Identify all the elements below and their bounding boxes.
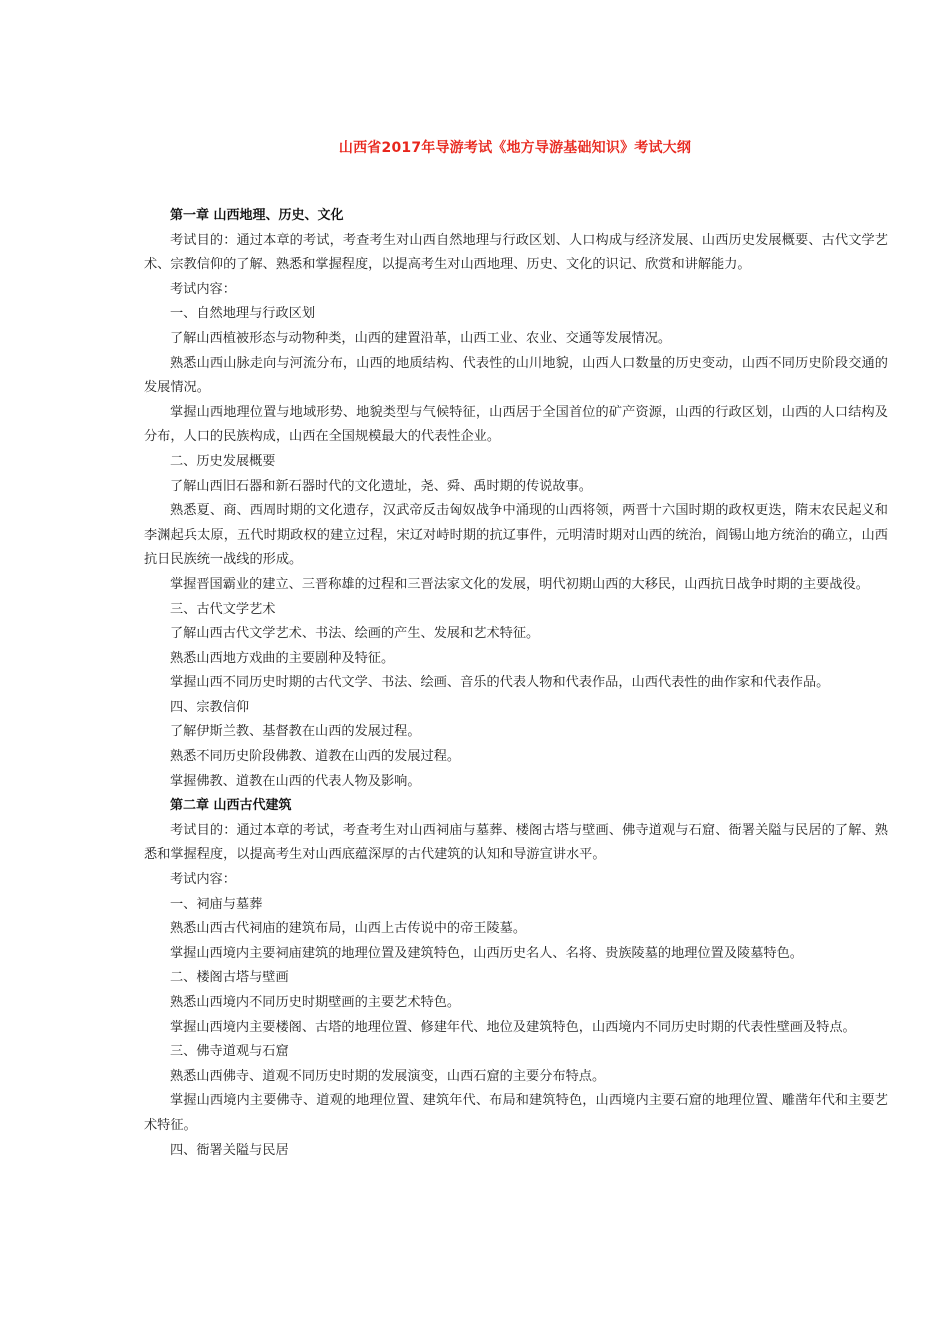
body-paragraph: 考试目的：通过本章的考试，考查考生对山西祠庙与墓葬、楼阁古塔与壁画、佛寺道观与石窟、衙署关隘与民居的了解、熟悉和掌握程度，以提高考生对山西底蕴深厚的古代建筑的认知和导游宣讲水平。 — [144, 822, 888, 863]
body-paragraph: 熟悉山西境内不同历史时期壁画的主要艺术特色。 — [170, 995, 461, 1010]
body-paragraph: 熟悉山西古代祠庙的建筑布局，山西上古传说中的帝王陵墓。 — [170, 921, 527, 937]
body-paragraph: 熟悉夏、商、西周时期的文化遗存，汉武帝反击匈奴战争中涌现的山西将领，两晋十六国时期的政权更迭，隋末农民起义和李渊起兵太原，五代时期政权的建立过程，宋辽对峙时期的抗辽事件，元明清时期对山西的统治，阎锡山地方统治的确立，山西抗日民族统一战线的形成。 — [144, 503, 888, 568]
body-paragraph: 二、楼阁古塔与壁画 — [170, 970, 289, 986]
body-paragraph: 三、佛寺道观与石窟 — [170, 1044, 289, 1060]
body-paragraph: 掌握晋国霸业的建立、三晋称雄的过程和三晋法家文化的发展，明代初期山西的大移民，山西抗日战争时期的主要战役。 — [170, 576, 869, 592]
body-paragraph: 熟悉山西佛寺、道观不同历史时期的发展演变，山西石窟的主要分布特点。 — [170, 1068, 606, 1084]
body-paragraph: 了解山西旧石器和新石器时代的文化遗址，尧、舜、禹时期的传说故事。 — [170, 478, 592, 494]
body-paragraph: 掌握山西境内主要祠庙建筑的地理位置及建筑特色，山西历史名人、名将、贵族陵墓的地理位置及陵墓特色。 — [170, 945, 803, 961]
body-paragraph: 掌握山西地理位置与地域形势、地貌类型与气候特征，山西居于全国首位的矿产资源，山西的行政区划，山西的人口结构及分布，人口的民族构成，山西在全国规模最大的代表性企业。 — [144, 404, 888, 445]
body-paragraph: 二、历史发展概要 — [170, 453, 276, 469]
document-body — [144, 204, 888, 1163]
chapter-heading: 第一章 山西地理、历史、文化 — [170, 208, 344, 223]
body-paragraph: 一、自然地理与行政区划 — [170, 306, 316, 322]
body-paragraph: 熟悉山西地方戏曲的主要剧种及特征。 — [170, 650, 395, 666]
body-paragraph: 四、衙署关隘与民居 — [170, 1142, 289, 1158]
body-paragraph: 一、祠庙与墓葬 — [170, 896, 263, 912]
body-paragraph: 考试目的：通过本章的考试，考查考生对山西自然地理与行政区划、人口构成与经济发展、山西历史发展概要、古代文学艺术、宗教信仰的了解、熟悉和掌握程度，以提高考生对山西地理、历史、文化的识记、欣赏和讲解能力。 — [144, 232, 888, 273]
body-paragraph: 掌握佛教、道教在山西的代表人物及影响。 — [170, 773, 421, 789]
body-paragraph: 了解山西植被形态与动物种类，山西的建置沿革，山西工业、农业、交通等发展情况。 — [170, 330, 672, 346]
body-paragraph: 四、宗教信仰 — [170, 699, 250, 715]
chapter-heading: 第二章 山西古代建筑 — [170, 798, 292, 814]
body-paragraph: 考试内容： — [170, 872, 236, 888]
body-paragraph: 熟悉不同历史阶段佛教、道教在山西的发展过程。 — [170, 749, 461, 765]
document-title: 山西省2017年导游考试《地方导游基础知识》考试大纲 — [338, 140, 692, 156]
body-paragraph: 掌握山西不同历史时期的古代文学、书法、绘画、音乐的代表人物和代表作品，山西代表性的曲作家和代表作品。 — [170, 675, 830, 691]
body-paragraph: 了解伊斯兰教、基督教在山西的发展过程。 — [170, 724, 421, 740]
body-paragraph: 掌握山西境内主要佛寺、道观的地理位置、建筑年代、布局和建筑特色，山西境内主要石窟的地理位置、雕凿年代和主要艺术特征。 — [144, 1093, 888, 1133]
body-paragraph: 三、古代文学艺术 — [170, 601, 276, 617]
body-paragraph: 了解山西古代文学艺术、书法、绘画的产生、发展和艺术特征。 — [170, 626, 540, 642]
body-paragraph: 考试内容： — [170, 281, 236, 297]
body-paragraph: 掌握山西境内主要楼阁、古塔的地理位置、修建年代、地位及建筑特色，山西境内不同历史时期的代表性壁画及特点。 — [170, 1019, 856, 1035]
body-paragraph: 熟悉山西山脉走向与河流分布，山西的地质结构、代表性的山川地貌，山西人口数量的历史变动，山西不同历史阶段交通的发展情况。 — [144, 355, 888, 396]
